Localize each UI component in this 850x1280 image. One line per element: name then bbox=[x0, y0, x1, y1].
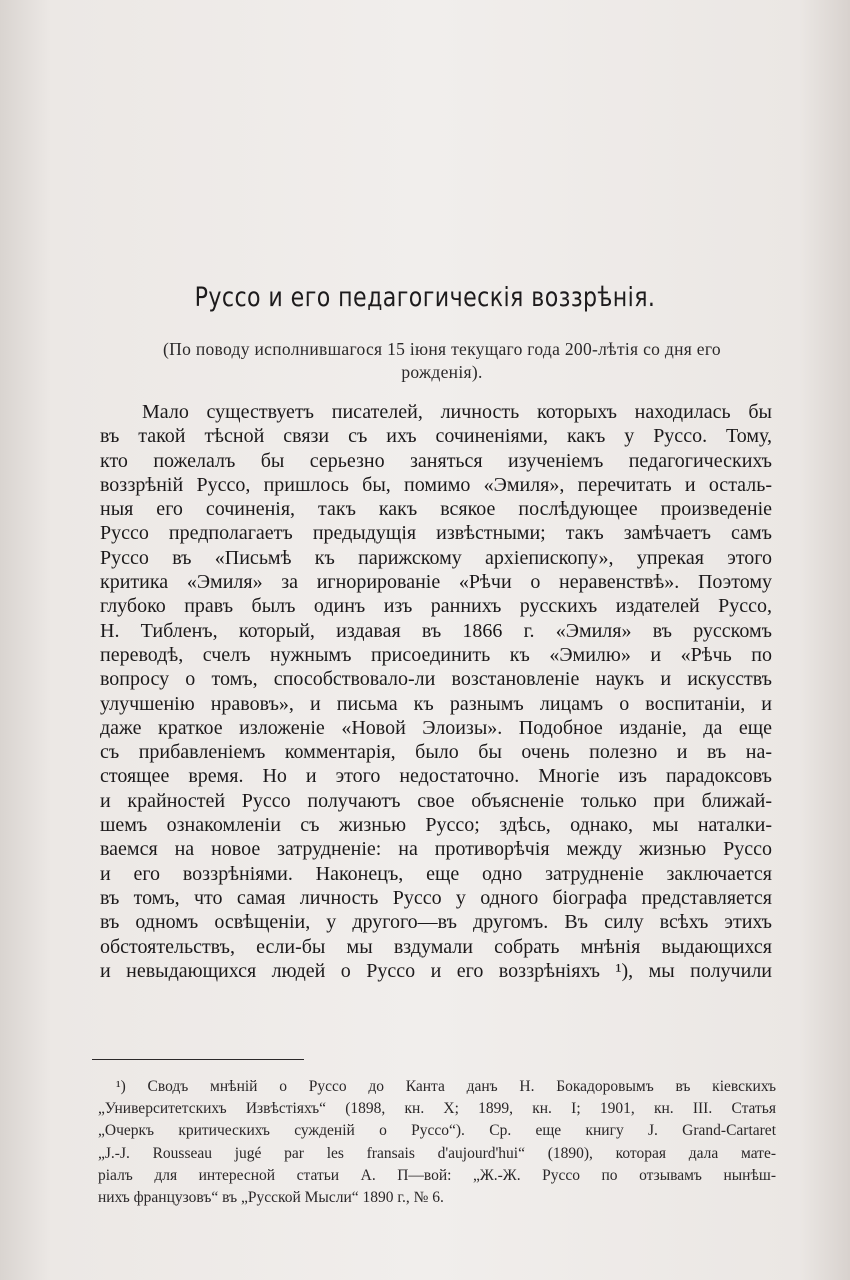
footnote-line: нихъ французовъ“ въ „Русской Мысли“ 1890 г., № 6. bbox=[98, 1189, 444, 1207]
body-line: даже краткое изложеніе «Новой Элоизы». Подобное изданіе, да еще bbox=[100, 716, 772, 739]
body-line: переводѣ, счелъ нужнымъ присоединить къ «Эмилю» и «Рѣчь по bbox=[100, 643, 772, 666]
body-line: ныя его сочиненія, такъ какъ всякое послѣдующее произведеніе bbox=[100, 498, 772, 521]
body-line: вопросу о томъ, способствовало-ли возстановленіе наукъ и искусствъ bbox=[100, 668, 772, 691]
subtitle bbox=[108, 338, 776, 384]
footnote-line: „Очеркъ критическихъ сужденій о Руссо“). Ср. еще книгу J. Grand-Cartaret bbox=[98, 1122, 776, 1140]
body-line: стоящее время. Но и этого недостаточно. Многіе изъ парадоксовъ bbox=[100, 765, 772, 788]
body-line: улучшенію нравовъ», и письма къ разнымъ лицамъ о воспитаніи, и bbox=[100, 692, 772, 715]
body-line: въ томъ, что самая личность Руссо у одного біографа представляется bbox=[100, 886, 772, 909]
footnote-divider bbox=[92, 1059, 304, 1060]
body-line: критика «Эмиля» за игнорированіе «Рѣчи о неравенствѣ». Поэтому bbox=[100, 571, 772, 594]
footnote-line: ріалъ для интересной статьи А. П—вой: „Ж.-Ж. Руссо по отзывамъ нынѣш- bbox=[98, 1166, 776, 1184]
body-line: Руссо въ «Письмѣ къ парижскому архіепископу», упрекая этого bbox=[100, 546, 772, 569]
body-line: въ одномъ освѣщеніи, у другого—въ другомъ. Въ силу всѣхъ этихъ bbox=[100, 911, 772, 934]
body-line: Руссо предполагаетъ предыдущія извѣстными; такъ замѣчаетъ самъ bbox=[100, 522, 772, 545]
body-line: шемъ ознакомленіи съ жизнью Руссо; здѣсь, однако, мы наталки- bbox=[100, 814, 772, 837]
body-line: и крайностей Руссо получаютъ свое объясненіе только при ближай- bbox=[100, 789, 772, 812]
body-line: и его воззрѣніями. Наконецъ, еще одно затрудненіе заключается bbox=[100, 862, 772, 885]
footnotes bbox=[98, 1076, 776, 1209]
body-line: кто пожелалъ бы серьезно заняться изученіемъ педагогическихъ bbox=[100, 449, 772, 472]
body-line: и невыдающихся людей о Руссо и его воззрѣніяхъ ¹), мы получили bbox=[100, 959, 772, 982]
body-line: Мало существуетъ писателей, личность которыхъ находилась бы bbox=[142, 401, 772, 423]
page-title: Руссо и его педагогическія воззрѣнія. bbox=[194, 282, 656, 313]
footnote-line: „Университетскихъ Извѣстіяхъ“ (1898, кн. X; 1899, кн. I; 1901, кн. III. Статья bbox=[98, 1100, 776, 1118]
body-line: воззрѣній Руссо, пришлось бы, помимо «Эмиля», перечитать и осталь- bbox=[100, 473, 772, 496]
body-line: въ такой тѣсной связи съ ихъ сочиненіями, какъ у Руссо. Тому, bbox=[100, 425, 772, 448]
footnote-line: „J.-J. Rousseau jugé par les fransais d'aujourd'hui“ (1890), которая дала мате- bbox=[98, 1144, 776, 1162]
subtitle-line: (По поводу исполнившагося 15 іюня текущаго года 200-лѣтія со дня его bbox=[163, 339, 721, 359]
body-line: Н. Тибленъ, который, издавая въ 1866 г. «Эмиля» въ русскомъ bbox=[100, 619, 772, 642]
body-line: глубоко правъ былъ одинъ изъ раннихъ русскихъ издателей Руссо, bbox=[100, 595, 772, 618]
body-line: съ прибавленіемъ комментарія, было бы очень полезно и въ на- bbox=[100, 741, 772, 764]
body-line: обстоятельствъ, если-бы мы вздумали собрать мнѣнія выдающихся bbox=[100, 935, 772, 958]
subtitle-line: рожденія). bbox=[401, 362, 483, 382]
body-line: ваемся на новое затрудненіе: на противорѣчія между жизнью Руссо bbox=[100, 838, 772, 861]
body-paragraph bbox=[100, 400, 772, 983]
footnote-line: ¹) Сводъ мнѣній о Руссо до Канта данъ Н. Бокадоровымъ въ кіевскихъ bbox=[116, 1078, 776, 1095]
